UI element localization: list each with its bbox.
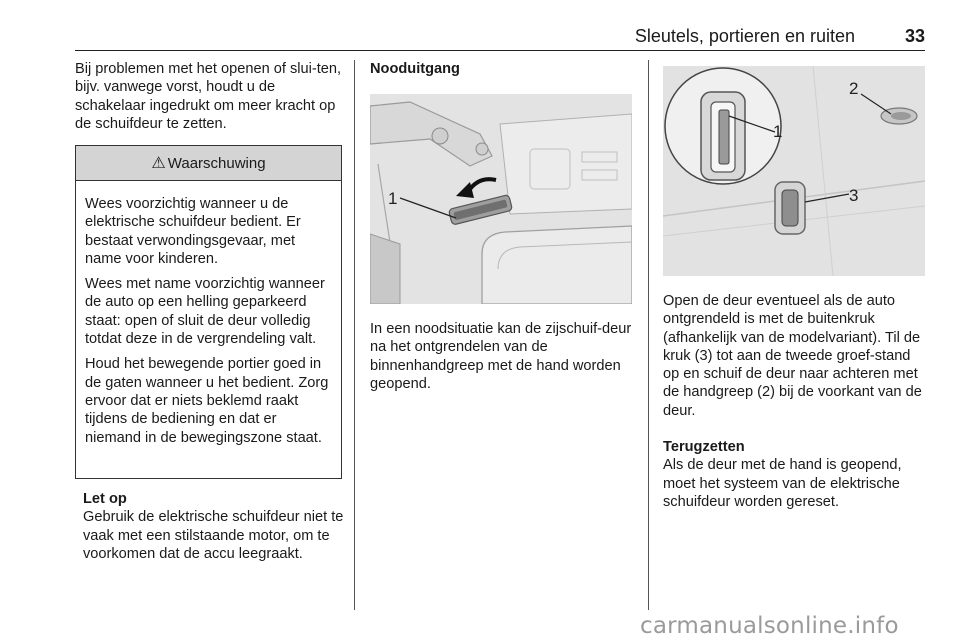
column-divider-left xyxy=(354,60,355,610)
column-middle xyxy=(370,60,632,78)
warning-title: Waarschuwing xyxy=(167,154,266,172)
figure-callout-1: 1 xyxy=(773,122,783,141)
warning-body xyxy=(76,181,341,447)
exterior-open-paragraph: Open de deur eventueel als de auto ontgrendeld is met de buitenkruk (afhankelijk van de modelvariant). Til de kruk (3) tot aan de tweede groef-stand op en schuif de deur naar achteren met de handgreep (2) bij de voorkant van de deur. xyxy=(663,293,922,419)
emergency-exit-text-block xyxy=(370,320,632,393)
warning-paragraph: Wees voorzichtig wanneer u de elektrische schuifdeur bedient. Er bestaat verwondingsgevaar, met name voor kinderen. xyxy=(85,196,301,267)
warning-box xyxy=(75,145,342,479)
column-divider-right xyxy=(648,60,649,610)
reset-paragraph: Als de deur met de hand is geopend, moet het systeem van de elektrische schuifdeur worden gereset. xyxy=(663,457,902,510)
warning-triangle-icon: ⚠ xyxy=(151,155,166,172)
warning-paragraph: Houd het bewegende portier goed in de gaten wanneer u het bedient. Zorg ervoor dat er niets beklemd raakt tijdens de bediening en dat er niemand in de bewegingszone staat. xyxy=(85,356,329,446)
figure-exterior-handle xyxy=(663,66,925,276)
figure-interior-handle xyxy=(370,94,632,304)
note-text: Gebruik de elektrische schuifdeur niet te vaak met een stilstaande motor, om te voorkomen dat de accu leegraakt. xyxy=(83,509,344,562)
exterior-handle-illustration xyxy=(663,66,925,276)
figure-callout-2: 2 xyxy=(849,79,859,98)
column-left xyxy=(75,60,343,133)
warning-paragraph: Wees met name voorzichtig wanneer de auto op een helling geparkeerd staat: open of sluit de deur volledig totdat deze in de vergrendeling valt. xyxy=(85,276,325,348)
note-block xyxy=(83,490,345,563)
section-heading-reset: Terugzetten xyxy=(663,439,745,456)
page-title: Sleutels, portieren en ruiten xyxy=(634,26,855,46)
exterior-open-text-block xyxy=(663,292,925,511)
interior-handle-illustration xyxy=(370,94,632,304)
figure-callout-3: 3 xyxy=(849,186,859,205)
section-heading-emergency-exit: Nooduitgang xyxy=(370,61,460,77)
page-number: 33 xyxy=(904,26,925,46)
note-title: Let op xyxy=(83,491,127,507)
intro-paragraph: Bij problemen met het openen of slui-ten, bijv. vanwege vorst, houdt u de schakelaar ingedrukt om meer kracht op de schuifdeur te zetten. xyxy=(75,61,342,132)
warning-header xyxy=(76,146,341,181)
figure-callout-1: 1 xyxy=(388,189,398,208)
emergency-exit-paragraph: In een noodsituatie kan de zijschuif-deur na het ontgrendelen van de binnenhandgreep met de hand worden geopend. xyxy=(370,321,632,392)
watermark-text: carmanualsonline.info xyxy=(640,613,899,639)
page-header xyxy=(75,22,925,51)
